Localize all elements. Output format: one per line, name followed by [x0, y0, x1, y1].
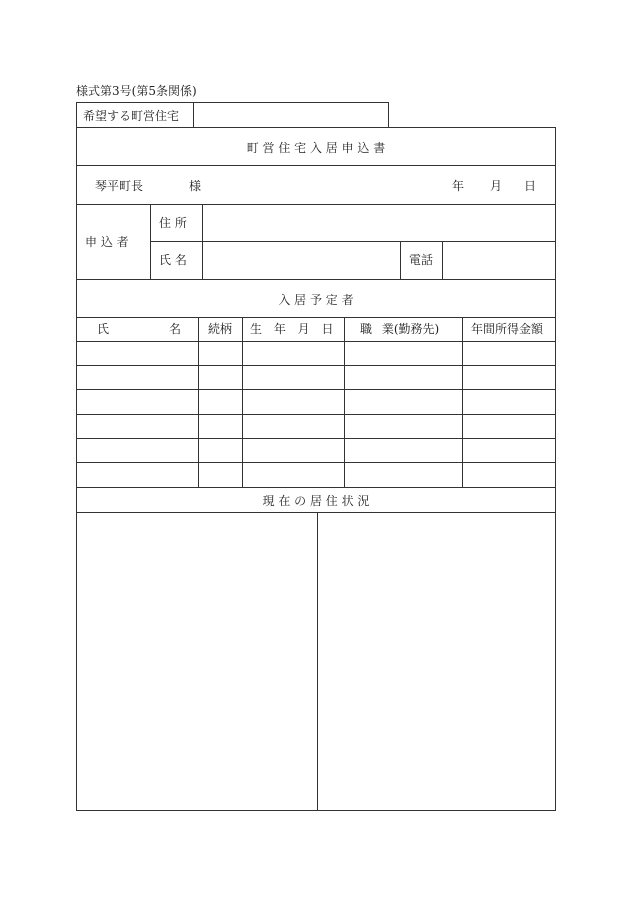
col-header-occupation: 職 業(勤務先) — [360, 322, 440, 336]
phone-field[interactable] — [443, 242, 555, 278]
table-row[interactable] — [77, 463, 555, 486]
current-housing-section-title: 現 在 の 居 住 状 況 — [262, 494, 370, 508]
current-housing-left-box[interactable] — [77, 513, 317, 810]
col-header-given-name: 名 — [169, 322, 182, 336]
form-number: 様式第3号(第5条関係) — [76, 84, 197, 98]
residents-section-title: 入 居 予 定 者 — [278, 293, 354, 307]
table-row[interactable] — [77, 415, 555, 438]
applicant-name-field[interactable] — [203, 242, 400, 278]
table-row[interactable] — [77, 439, 555, 462]
table-row[interactable] — [77, 390, 555, 413]
date-day[interactable]: 日 — [524, 179, 537, 193]
addressee-honorific: 様 — [189, 179, 202, 193]
date-year[interactable]: 年 — [452, 179, 465, 193]
col-header-relationship: 続柄 — [208, 322, 233, 336]
desired-housing-box — [76, 102, 389, 128]
table-row[interactable] — [77, 342, 555, 365]
desired-housing-label: 希望する町営住宅 — [77, 103, 194, 128]
date-month[interactable]: 月 — [490, 179, 503, 193]
phone-label: 電話 — [409, 253, 434, 267]
address-label: 住 所 — [159, 216, 187, 230]
form-title: 町 営 住 宅 入 居 申 込 書 — [246, 141, 386, 155]
col-header-birthdate: 生 年 月 日 — [250, 322, 334, 336]
table-row[interactable] — [77, 366, 555, 389]
form-table — [76, 127, 556, 811]
desired-housing-field[interactable] — [194, 103, 388, 128]
col-header-family-name: 氏 — [97, 322, 110, 336]
applicant-label: 申 込 者 — [85, 235, 129, 249]
name-label: 氏 名 — [159, 253, 187, 267]
col-header-annual-income: 年間所得金額 — [471, 322, 544, 336]
current-housing-right-box[interactable] — [318, 513, 555, 810]
address-field[interactable] — [203, 205, 555, 241]
addressee-name: 琴平町長 — [95, 179, 144, 193]
